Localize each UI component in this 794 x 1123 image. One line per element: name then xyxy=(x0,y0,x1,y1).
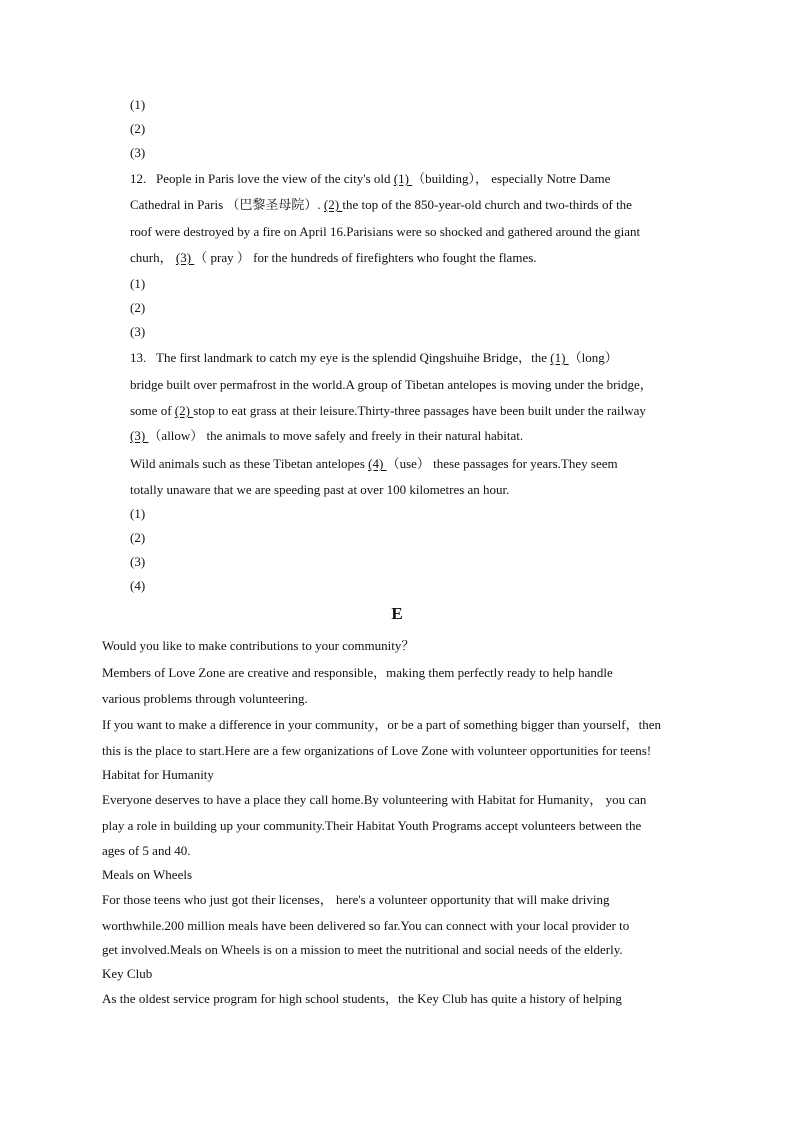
subheading: Meals on Wheels xyxy=(102,867,193,882)
question-13-line-1 xyxy=(130,350,618,366)
answer-blank: (4) xyxy=(130,578,146,593)
passage-line: Would you like to make contributions to your community？ xyxy=(102,638,415,653)
answer-blank: (1) xyxy=(130,276,146,291)
answer-blank: (1) xyxy=(130,506,146,521)
passage-line: worthwhile.200 million meals have been delivered so far.You can connect with your local provider to xyxy=(102,918,630,933)
passage-line: get involved.Meals on Wheels is on a mission to meet the nutritional and social needs of the elderly. xyxy=(102,942,623,957)
blank-marker: (2) xyxy=(174,403,194,418)
passage-text: （ pray ） for the hundreds of firefighters who fought the flames. xyxy=(194,250,537,265)
answer-blank: (2) xyxy=(130,300,146,315)
blank-marker: (2) xyxy=(323,197,343,212)
question-12-line-2 xyxy=(130,197,632,213)
blank-marker: (3) xyxy=(130,428,149,443)
question-12-line-4 xyxy=(130,250,537,266)
answer-blank: (3) xyxy=(130,554,146,569)
question-number: 12. xyxy=(130,171,147,186)
question-13-line-6: totally unaware that we are speeding past at over 100 kilometres an hour. xyxy=(130,482,510,497)
passage-line: As the oldest service program for high school students，the Key Club has quite a history of helping xyxy=(102,991,622,1006)
passage-text: churh， xyxy=(130,250,176,265)
answer-blank: (2) xyxy=(130,530,146,545)
section-title: E xyxy=(391,604,403,623)
passage-text: （long） xyxy=(568,350,618,365)
question-13-line-2: bridge built over permafrost in the world.A group of Tibetan antelopes is moving under the bridge， xyxy=(130,377,653,392)
blank-marker: (4) xyxy=(368,456,387,471)
passage-text: Wild animals such as these Tibetan antelopes xyxy=(130,456,369,471)
answer-blank: (1) xyxy=(130,97,146,112)
question-12-line-3: roof were destroyed by a fire on April 16.Parisians were so shocked and gathered around the giant xyxy=(130,224,641,239)
passage-text: （building）， especially Notre Dame xyxy=(412,171,611,186)
passage-text: （use） these passages for years.They seem xyxy=(386,456,618,471)
blank-marker: (1) xyxy=(550,350,569,365)
blank-marker: (3) xyxy=(175,250,195,265)
passage-line: Members of Love Zone are creative and responsible，making them perfectly ready to help handle xyxy=(102,665,613,680)
passage-line: play a role in building up your community.Their Habitat Youth Programs accept volunteers between the xyxy=(102,818,642,833)
question-number: 13. xyxy=(130,350,147,365)
question-13-line-3 xyxy=(130,403,646,419)
passage-line: ages of 5 and 40. xyxy=(102,843,191,858)
passage-line: If you want to make a difference in your community，or be a part of something bigger than yourself，then xyxy=(102,717,661,732)
answer-blank: (3) xyxy=(130,145,146,160)
passage-text: （allow） the animals to move safely and freely in their natural habitat. xyxy=(148,428,524,443)
question-12-line-1 xyxy=(130,171,610,187)
passage-line: Everyone deserves to have a place they call home.By volunteering with Habitat for Humanity， you can xyxy=(102,792,647,807)
blank-marker: (1) xyxy=(393,171,413,186)
passage-text: the top of the 850-year-old church and two-thirds of the xyxy=(342,197,632,212)
passage-text: some of xyxy=(130,403,175,418)
passage-text: stop to eat grass at their leisure.Thirty-three passages have been built under the railway xyxy=(193,403,646,418)
passage-text: People in Paris love the view of the city's old xyxy=(156,171,394,186)
question-13-line-4 xyxy=(130,428,523,444)
subheading: Key Club xyxy=(102,966,153,981)
subheading: Habitat for Humanity xyxy=(102,767,214,782)
passage-line: For those teens who just got their licenses， here's a volunteer opportunity that will make driving xyxy=(102,892,610,907)
passage-text: Cathedral in Paris （巴黎圣母院）. xyxy=(130,197,324,212)
answer-blank: (2) xyxy=(130,121,146,136)
answer-blank: (3) xyxy=(130,324,146,339)
question-13-line-5 xyxy=(130,456,618,472)
passage-text: The first landmark to catch my eye is the splendid Qingshuihe Bridge，the xyxy=(156,350,551,365)
passage-line: various problems through volunteering. xyxy=(102,691,308,706)
passage-line: this is the place to start.Here are a few organizations of Love Zone with volunteer opportunities for teens! xyxy=(102,743,652,758)
